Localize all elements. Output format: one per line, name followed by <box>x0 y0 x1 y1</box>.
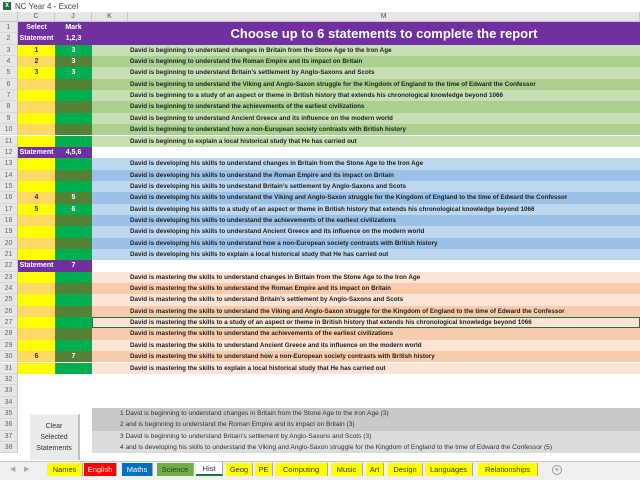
statement-cell[interactable]: David is developing his skills to understand how a non-European society contrasts with British history <box>92 238 640 249</box>
sheet-row-14 <box>0 170 640 181</box>
sheet-row-35 <box>0 408 640 419</box>
select-statement-cell[interactable] <box>18 340 55 351</box>
mark-cell[interactable]: 3 <box>55 56 92 67</box>
row-number[interactable]: 14 <box>0 170 18 181</box>
mark-cell[interactable] <box>55 79 92 90</box>
sheet-row-38 <box>0 442 640 453</box>
sheet-row-6 <box>0 79 640 90</box>
select-statement-cell[interactable] <box>18 283 55 294</box>
row-number[interactable]: 37 <box>0 431 18 442</box>
statement-cell[interactable]: David is mastering the skills to a study of an aspect or theme in British history that extends his chronological knowledge beyond 1066 <box>92 317 640 328</box>
row-number[interactable]: 3 <box>0 45 18 56</box>
statement-cell[interactable]: David is developing his skills to understand changes in Britain from the Stone Age to the Iron Age <box>92 158 640 169</box>
mark-cell[interactable] <box>55 328 92 339</box>
sheet-row-28 <box>0 328 640 339</box>
sheet-tab-relationships[interactable]: Relationships <box>478 463 538 476</box>
report-summary-line[interactable]: 2 and is beginning to understand the Roman Empire and its impact on Britain (3) <box>92 419 640 430</box>
row-number[interactable]: 10 <box>0 124 18 135</box>
column-header-m[interactable]: M <box>128 12 640 22</box>
statement-cell[interactable]: David is developing his skills to understand Ancient Greece and its influence on the modern world <box>92 226 640 237</box>
row-number[interactable]: 32 <box>0 374 18 385</box>
row-number[interactable]: 11 <box>0 136 18 147</box>
sheet-row-29 <box>0 340 640 351</box>
title-bar <box>0 0 640 12</box>
select-statement-cell[interactable] <box>18 363 55 374</box>
select-statement-cell[interactable] <box>18 181 55 192</box>
row-number[interactable]: 5 <box>0 67 18 78</box>
clear-selected-statements-button[interactable] <box>30 414 80 460</box>
row-number[interactable]: 19 <box>0 226 18 237</box>
sheet-row-34 <box>0 397 640 408</box>
row-number[interactable]: 18 <box>0 215 18 226</box>
mark-cell[interactable]: 7 <box>55 351 92 362</box>
mark-cell[interactable]: 5 <box>55 192 92 203</box>
row-number[interactable]: 36 <box>0 419 18 430</box>
row-number[interactable]: 15 <box>0 181 18 192</box>
sheet-row-21 <box>0 249 640 260</box>
row-number[interactable]: 17 <box>0 204 18 215</box>
select-statement-cell[interactable] <box>18 215 55 226</box>
select-statement-cell[interactable] <box>18 158 55 169</box>
sheet-row-13 <box>0 158 640 169</box>
excel-icon: X <box>4 3 9 9</box>
sheet-tab-computing[interactable]: Computing <box>275 463 328 476</box>
statement-cell[interactable]: David is developing his skills to understand the Roman Empire and its impact on Britain <box>92 170 640 181</box>
row-number[interactable]: 34 <box>0 397 18 408</box>
mark-cell[interactable] <box>55 363 92 374</box>
row-number[interactable]: 38 <box>0 442 18 453</box>
clear-button-line2: Selected <box>40 434 68 441</box>
statement-cell[interactable]: David is beginning to understand changes in Britain from the Stone Age to the Iron Age <box>92 45 640 56</box>
row-number[interactable]: 21 <box>0 249 18 260</box>
statement-cell[interactable]: David is beginning to understand the Roman Empire and its impact on Britain <box>92 56 640 67</box>
mark-range-header[interactable]: 1,2,3 <box>55 33 92 44</box>
sheet-tab-design[interactable]: Design <box>388 463 423 476</box>
sheet-row-23 <box>0 272 640 283</box>
sheet-tab-english[interactable]: English <box>84 463 117 476</box>
row-number[interactable]: 31 <box>0 363 18 374</box>
sheet-row-4 <box>0 56 640 67</box>
statement-cell[interactable]: David is beginning to understand the Viking and Anglo-Saxon struggle for the Kingdom of England to the time of Edward the Confessor <box>92 79 640 90</box>
select-statement-cell[interactable] <box>18 238 55 249</box>
statement-cell[interactable]: David is beginning to explain a local historical study that He has carried out <box>92 136 640 147</box>
mark-cell[interactable] <box>55 215 92 226</box>
sheet-row-26 <box>0 306 640 317</box>
statement-cell[interactable]: David is beginning to understand how a non-European society contrasts with British history <box>92 124 640 135</box>
mark-cell[interactable] <box>55 101 92 112</box>
sheet-row-32 <box>0 374 640 385</box>
mark-cell[interactable] <box>55 124 92 135</box>
mark-cell[interactable] <box>55 340 92 351</box>
statement-cell[interactable]: David is mastering the skills to understand the Roman Empire and its impact on Britain <box>92 283 640 294</box>
statement-cell[interactable]: David is developing his skills to understand Britain’s settlement by Anglo-Saxons and Scots <box>92 181 640 192</box>
row-number[interactable]: 7 <box>0 90 18 101</box>
sheet-tab-names[interactable]: Names <box>47 463 83 476</box>
select-header[interactable]: Select <box>18 22 55 33</box>
select-statement-cell[interactable] <box>18 113 55 124</box>
row-number[interactable]: 27 <box>0 317 18 328</box>
mark-cell[interactable] <box>55 226 92 237</box>
sheet-tab-maths[interactable]: Maths <box>122 463 153 476</box>
row-number[interactable]: 23 <box>0 272 18 283</box>
row-number[interactable]: 1 <box>0 22 18 33</box>
statement-cell[interactable]: David is beginning to understand Ancient Greece and its influence on the modern world <box>92 113 640 124</box>
statement-cell[interactable]: David is mastering the skills to understand how a non-European society contrasts with British history <box>92 351 640 362</box>
statement-cell[interactable]: David is beginning to a study of an aspect or theme in British history that extends his chronological knowledge beyond 1066 <box>92 90 640 101</box>
row-number[interactable]: 26 <box>0 306 18 317</box>
report-summary-line[interactable]: 1 David is beginning to understand changes in Britain from the Stone Age to the Iron Age (3) <box>92 408 640 419</box>
k-cell[interactable] <box>92 33 128 44</box>
statement-cell[interactable]: David is developing his skills to explain a local historical study that He has carried out <box>92 249 640 260</box>
row-number[interactable]: 35 <box>0 408 18 419</box>
statement-cell[interactable]: David is mastering the skills to understand Britain’s settlement by Anglo-Saxons and Scots <box>92 294 640 305</box>
section-header-marks[interactable]: 4,5,6 <box>55 147 92 158</box>
statement-cell[interactable]: David is developing his skills to understand the Viking and Anglo-Saxon struggle for the Kingdom of England to the time of Edward the Confessor <box>92 192 640 203</box>
sheet-row-15 <box>0 181 640 192</box>
sheet-tab-music[interactable]: Music <box>331 463 363 476</box>
row-number[interactable]: 29 <box>0 340 18 351</box>
mark-cell[interactable] <box>55 283 92 294</box>
sheet-row-18 <box>0 215 640 226</box>
sheet-row-25 <box>0 294 640 305</box>
sheet-row-36 <box>0 419 640 430</box>
select-statement-cell[interactable] <box>18 136 55 147</box>
next-sheet-icon[interactable]: ▶ <box>24 466 30 473</box>
statement-cell[interactable]: David is beginning to understand Britain’s settlement by Anglo-Saxons and Scots <box>92 67 640 78</box>
sheet-tab-hist[interactable]: Hist <box>196 462 223 476</box>
row-number[interactable]: 22 <box>0 260 18 271</box>
sheet-row-27 <box>0 317 640 328</box>
mark-cell[interactable] <box>55 306 92 317</box>
row-number[interactable]: 2 <box>0 33 18 44</box>
mark-cell[interactable]: 3 <box>55 45 92 56</box>
sheet-tab-languages[interactable]: Languages <box>425 463 473 476</box>
select-statement-cell[interactable] <box>18 124 55 135</box>
sheet-row-3 <box>0 45 640 56</box>
select-statement-cell[interactable] <box>18 328 55 339</box>
k-cell[interactable] <box>92 22 128 33</box>
report-summary-line[interactable]: 4 and is developing his skills to understand the Viking and Anglo-Saxon struggle for the Kingdom of England to the time of Edward the Confessor (5) <box>92 442 640 453</box>
select-statement-cell[interactable]: 2 <box>18 56 55 67</box>
sheet-tab-art[interactable]: Art <box>366 463 384 476</box>
select-statement-cell[interactable] <box>18 249 55 260</box>
column-header-j[interactable]: J <box>55 12 92 22</box>
row-number[interactable]: 28 <box>0 328 18 339</box>
window-title: NC Year 4 - Excel <box>15 1 79 11</box>
sheet-tab-pe[interactable]: PE <box>255 463 273 476</box>
add-sheet-icon[interactable]: + <box>552 465 562 475</box>
report-summary-line[interactable]: 3 David is beginning to understand Britain’s settlement by Anglo-Saxons and Scots (3) <box>92 431 640 442</box>
select-statement-cell[interactable] <box>18 79 55 90</box>
mark-cell[interactable] <box>55 113 92 124</box>
clear-button-line1: Clear <box>45 423 63 430</box>
section-header-marks[interactable]: 7 <box>55 260 92 271</box>
sheet-row-5 <box>0 67 640 78</box>
row-number[interactable]: 12 <box>0 147 18 158</box>
select-statement-cell[interactable] <box>18 226 55 237</box>
mark-cell[interactable] <box>55 238 92 249</box>
statement-cell[interactable]: David is developing his skills to a study of an aspect or theme in British history that extends his chronological knowledge beyond 1066 <box>92 204 640 215</box>
select-statement-cell[interactable] <box>18 317 55 328</box>
statement-cell[interactable]: David is beginning to understand the achievements of the earliest civilizations <box>92 101 640 112</box>
section-header-label[interactable]: Statement <box>18 260 55 271</box>
prev-sheet-icon[interactable]: ◀ <box>10 466 16 473</box>
row-number[interactable]: 4 <box>0 56 18 67</box>
sheet-row-30 <box>0 351 640 362</box>
sheet-row-12 <box>0 147 640 158</box>
row-number[interactable]: 33 <box>0 385 18 396</box>
select-statement-cell[interactable] <box>18 306 55 317</box>
mark-cell[interactable] <box>55 272 92 283</box>
column-headers <box>0 12 640 22</box>
sheet-row-17 <box>0 204 640 215</box>
row-number[interactable]: 30 <box>0 351 18 362</box>
statement-cell[interactable]: David is mastering the skills to explain a local historical study that He has carried out <box>92 363 640 374</box>
row-number[interactable]: 8 <box>0 101 18 112</box>
row-number[interactable]: 24 <box>0 283 18 294</box>
mark-cell[interactable] <box>55 249 92 260</box>
sheet-row-7 <box>0 90 640 101</box>
select-statement-cell[interactable] <box>18 170 55 181</box>
clear-button-line3: Statements <box>36 445 72 452</box>
statement-cell[interactable]: David is mastering the skills to understand the achievements of the earliest civilizations <box>92 328 640 339</box>
statement-cell[interactable]: David is mastering the skills to understand the Viking and Anglo-Saxon struggle for the Kingdom of England to the time of Edward the Confessor <box>92 306 640 317</box>
sheet-row-11 <box>0 136 640 147</box>
sheet-row-20 <box>0 238 640 249</box>
statement-cell[interactable]: David is mastering the skills to understand changes in Britain from the Stone Age to the Iron Age <box>92 272 640 283</box>
sheet-row-24 <box>0 283 640 294</box>
row-number[interactable]: 6 <box>0 79 18 90</box>
statement-cell[interactable]: David is developing his skills to understand the achievements of the earliest civilizations <box>92 215 640 226</box>
row-number[interactable]: 13 <box>0 158 18 169</box>
sheet-row-16 <box>0 192 640 203</box>
select-statement-cell[interactable]: 6 <box>18 351 55 362</box>
select-statement-cell[interactable] <box>18 90 55 101</box>
sheet-row-31 <box>0 363 640 374</box>
report-title: Choose up to 6 statements to complete the report <box>128 22 640 45</box>
sheet-tab-geog[interactable]: Geog <box>226 463 253 476</box>
sheet-tab-bar <box>0 461 640 480</box>
row-number[interactable]: 16 <box>0 192 18 203</box>
select-statement-cell[interactable] <box>18 294 55 305</box>
select-all-corner[interactable] <box>0 12 18 22</box>
statement-cell[interactable]: David is mastering the skills to understand Ancient Greece and its influence on the modern world <box>92 340 640 351</box>
select-header-2[interactable]: Statement <box>18 33 55 44</box>
sheet-tab-science[interactable]: Science <box>157 463 194 476</box>
mark-cell[interactable] <box>55 136 92 147</box>
mark-cell[interactable] <box>55 90 92 101</box>
sheet-row-8 <box>0 101 640 112</box>
sheet-row-37 <box>0 431 640 442</box>
row-number[interactable]: 25 <box>0 294 18 305</box>
sheet-row-22 <box>0 260 640 271</box>
mark-cell[interactable]: 3 <box>55 67 92 78</box>
mark-cell[interactable] <box>55 294 92 305</box>
mark-header[interactable]: Mark <box>55 22 92 33</box>
row-number[interactable]: 9 <box>0 113 18 124</box>
column-header-c[interactable]: C <box>18 12 55 22</box>
sheet-row-33 <box>0 385 640 396</box>
sheet-row-10 <box>0 124 640 135</box>
select-statement-cell[interactable]: 5 <box>18 204 55 215</box>
select-statement-cell[interactable] <box>18 101 55 112</box>
select-statement-cell[interactable] <box>18 272 55 283</box>
section-header-label[interactable]: Statement <box>18 147 55 158</box>
select-statement-cell[interactable]: 4 <box>18 192 55 203</box>
select-statement-cell[interactable]: 1 <box>18 45 55 56</box>
mark-cell[interactable] <box>55 317 92 328</box>
mark-cell[interactable] <box>55 158 92 169</box>
row-number[interactable]: 20 <box>0 238 18 249</box>
column-header-k[interactable]: K <box>92 12 128 22</box>
sheet-row-9 <box>0 113 640 124</box>
mark-cell[interactable] <box>55 181 92 192</box>
mark-cell[interactable] <box>55 170 92 181</box>
sheet-row-19 <box>0 226 640 237</box>
select-statement-cell[interactable]: 3 <box>18 67 55 78</box>
mark-cell[interactable]: 6 <box>55 204 92 215</box>
